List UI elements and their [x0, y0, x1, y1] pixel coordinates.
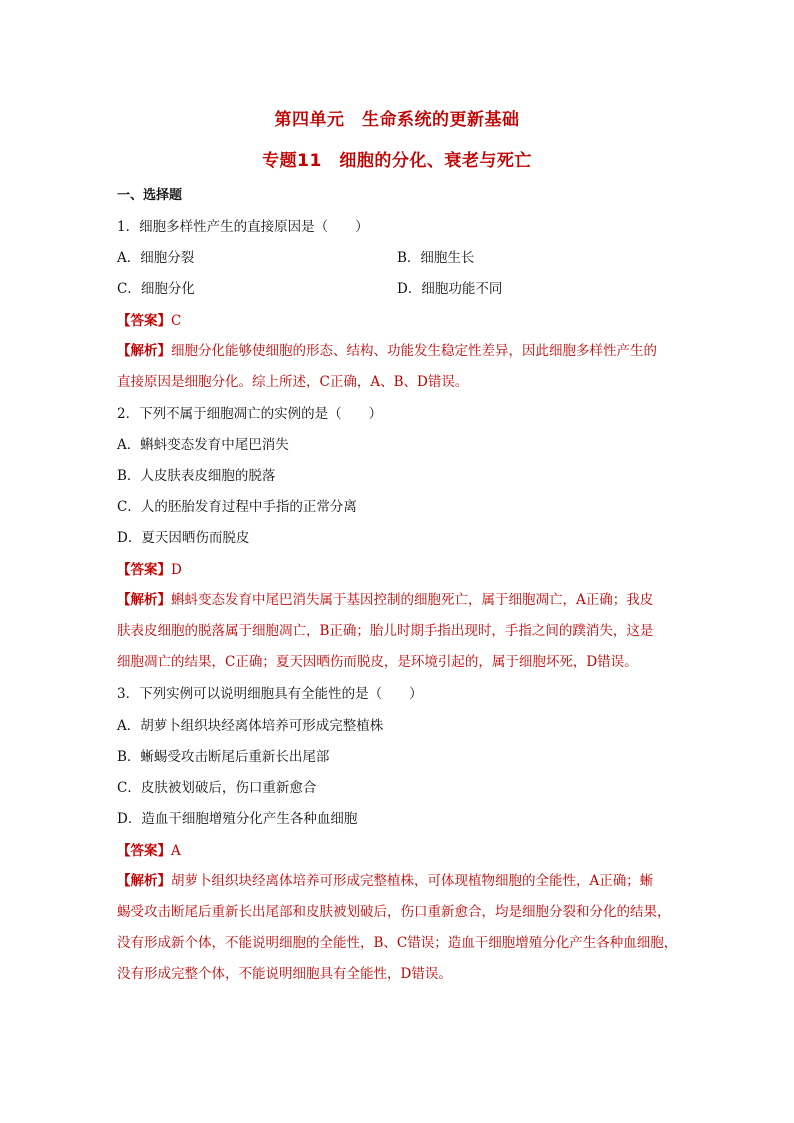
question-stem: 1．细胞多样性产生的直接原因是（ ） — [117, 219, 369, 235]
analysis-line: 肤表皮细胞的脱落属于细胞凋亡，B正确；胎儿时期手指出现时，手指之间的蹼消失，这是 — [117, 623, 654, 639]
analysis-line: 没有形成完整个体，不能说明细胞具有全能性，D错误。 — [117, 966, 452, 982]
option-d: D．造血干细胞增殖分化产生各种血细胞 — [117, 811, 358, 827]
analysis-tag: 【解析】 — [117, 873, 171, 889]
answer-tag: 【答案】 — [117, 562, 171, 578]
answer-value: C — [171, 313, 182, 329]
answer-value: D — [171, 562, 182, 578]
answer-value: A — [171, 843, 181, 859]
unit-title: 第四单元 生命系统的更新基础 — [274, 110, 520, 130]
analysis-line: 蜴受攻击断尾后重新长出尾部和皮肤被划破后，伤口重新愈合，均是细胞分裂和分化的结果， — [117, 904, 671, 920]
analysis-block — [117, 866, 679, 990]
option-b: B．蜥蜴受攻击断尾后重新长出尾部 — [117, 749, 330, 765]
analysis-line: 【解析】胡萝卜组织块经离体培养可形成完整植株，可体现植物细胞的全能性，A正确；蜥 — [117, 873, 654, 889]
analysis-tag: 【解析】 — [117, 343, 171, 359]
topic-title: 专题11 细胞的分化、衰老与死亡 — [262, 151, 532, 171]
question-stem: 2．下列不属于细胞凋亡的实例的是（ ） — [117, 406, 383, 422]
option-a: A．细胞分裂 — [117, 250, 195, 266]
section-heading: 一、选择题 — [117, 188, 183, 203]
analysis-line: 没有形成新个体，不能说明细胞的全能性，B、C错误；造血干细胞增殖分化产生各种血细胞， — [117, 935, 678, 951]
option-b: B．细胞生长 — [397, 250, 475, 266]
option-d: D．夏天因晒伤而脱皮 — [117, 530, 250, 546]
analysis-tag: 【解析】 — [117, 592, 171, 608]
option-a: A．胡萝卜组织块经离体培养可形成完整植株 — [117, 718, 384, 734]
answer-line — [117, 560, 677, 580]
answer-line — [117, 841, 677, 861]
option-a: A．蝌蚪变态发育中尾巴消失 — [117, 437, 289, 453]
answer-line — [117, 311, 677, 331]
answer-tag: 【答案】 — [117, 313, 171, 329]
analysis-line: 【解析】细胞分化能够使细胞的形态、结构、功能发生稳定性差异，因此细胞多样性产生的 — [117, 343, 657, 359]
option-b: B．人皮肤表皮细胞的脱落 — [117, 468, 276, 484]
answer-tag: 【答案】 — [117, 843, 171, 859]
analysis-line: 直接原因是细胞分化。综上所述，C正确，A、B、D错误。 — [117, 374, 469, 390]
question-stem: 3．下列实例可以说明细胞具有全能性的是（ ） — [117, 686, 423, 702]
analysis-line: 细胞凋亡的结果，C正确；夏天因晒伤而脱皮，是环境引起的，属于细胞坏死，D错误。 — [117, 654, 638, 670]
option-c: C．细胞分化 — [117, 281, 195, 297]
option-c: C．皮肤被划破后，伤口重新愈合 — [117, 780, 317, 796]
analysis-line: 【解析】蝌蚪变态发育中尾巴消失属于基因控制的细胞死亡，属于细胞凋亡，A正确；我皮 — [117, 592, 654, 608]
option-c: C．人的胚胎发育过程中手指的正常分离 — [117, 499, 357, 515]
option-d: D．细胞功能不同 — [397, 281, 503, 297]
analysis-block — [117, 336, 679, 398]
analysis-block — [117, 585, 679, 678]
